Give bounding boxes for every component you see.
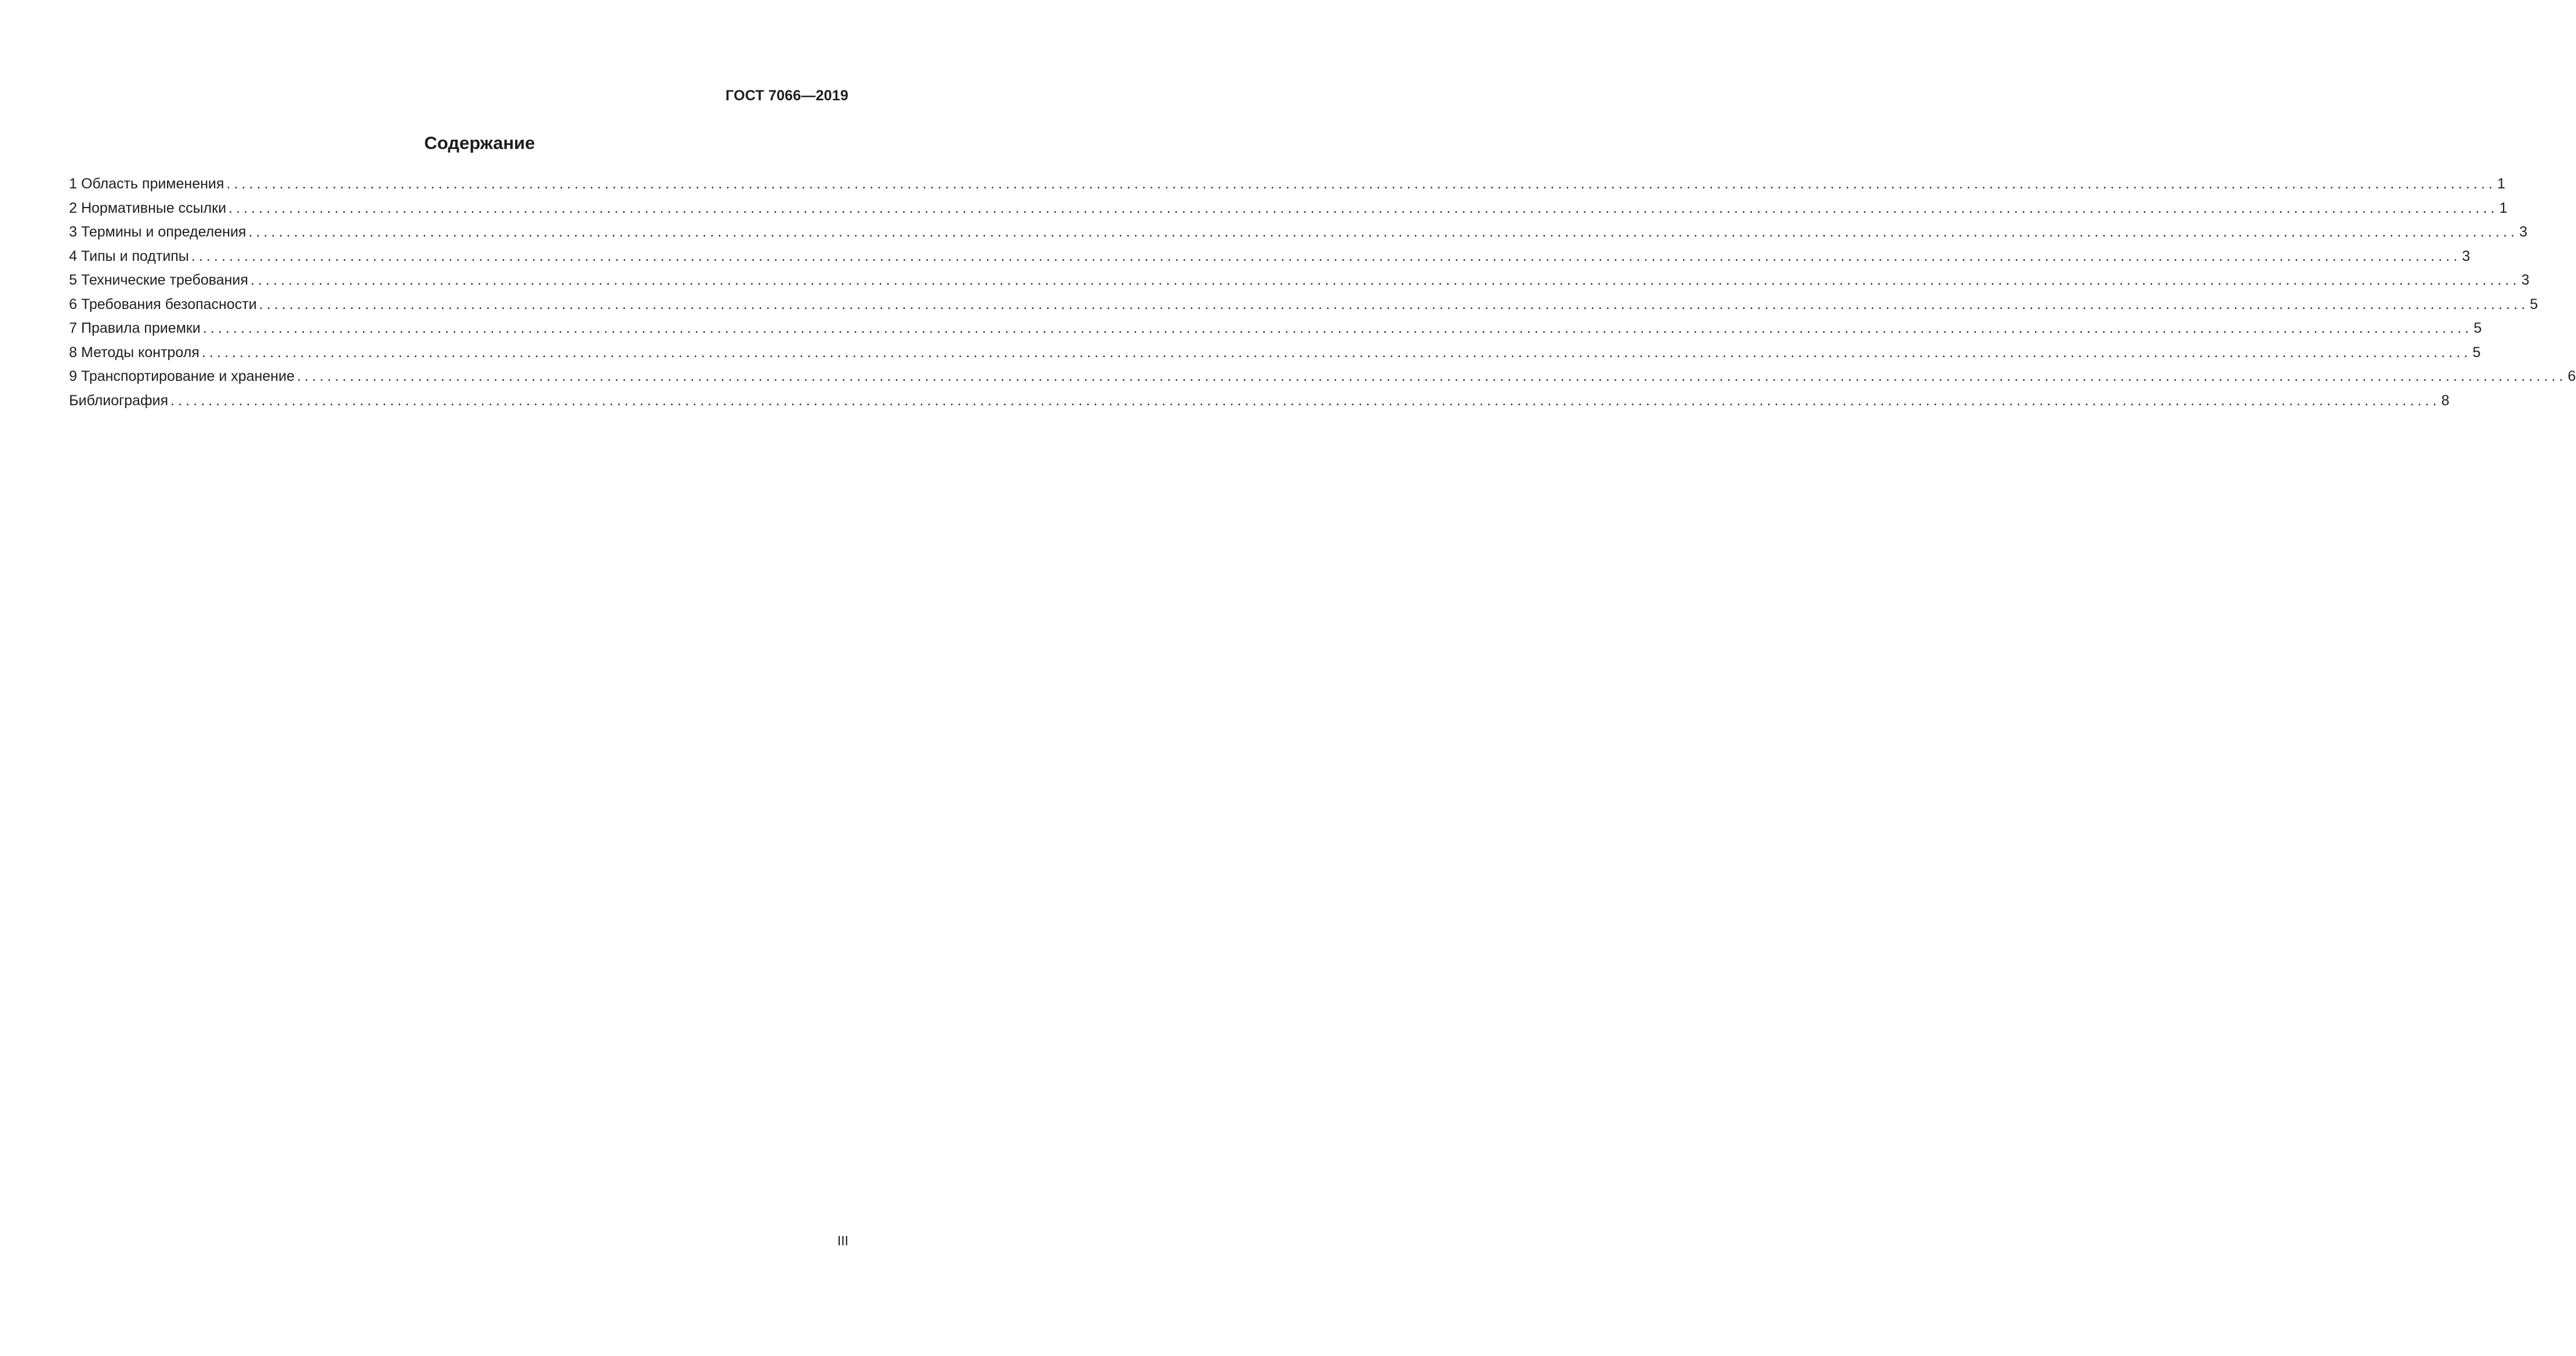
- toc-entry-5[interactable]: [69, 272, 2530, 296]
- toc-entry-page: 6: [2567, 368, 2576, 384]
- toc-title: Содержание: [424, 133, 535, 153]
- toc-entry-6[interactable]: [69, 296, 2538, 321]
- toc-entry-page: 1: [2499, 199, 2508, 216]
- toc-entry-label: 1 Область применения: [69, 176, 224, 192]
- toc-entry-label: 6 Требования безопасности: [69, 296, 257, 312]
- document-code: ГОСТ 7066—2019: [725, 88, 848, 104]
- toc-entry-label: 9 Транспортирование и хранение: [69, 368, 295, 384]
- toc-entry-page: 5: [2472, 344, 2481, 361]
- dot-leader: ............................................................................................................................................................................................................................................................................................................: [296, 368, 2567, 384]
- toc-entry-page: 5: [2530, 296, 2538, 312]
- toc-entry-bibliography[interactable]: [69, 392, 2450, 417]
- toc-entry-label: 7 Правила приемки: [69, 320, 201, 336]
- toc-entry-1[interactable]: [69, 176, 2506, 200]
- toc-entry-8[interactable]: [69, 344, 2481, 369]
- toc-entry-4[interactable]: [69, 248, 2470, 272]
- dot-leader: ............................................................................................................................................................................................................................................................................................................: [248, 224, 2519, 240]
- toc-entry-page: 3: [2462, 248, 2470, 264]
- toc-entry-page: 3: [2521, 272, 2530, 288]
- dot-leader: ............................................................................................................................................................................................................................................................................................................: [170, 392, 2440, 409]
- toc-entry-7[interactable]: [69, 320, 2482, 344]
- toc-entry-page: 5: [2473, 320, 2482, 336]
- toc-entry-page: 3: [2519, 224, 2528, 240]
- dot-leader: ............................................................................................................................................................................................................................................................................................................: [201, 344, 2472, 361]
- dot-leader: ............................................................................................................................................................................................................................................................................................................: [259, 296, 2529, 312]
- toc-entry-page: 1: [2497, 176, 2506, 192]
- toc-entry-label: 3 Термины и определения: [69, 224, 246, 240]
- dot-leader: ............................................................................................................................................................................................................................................................................................................: [191, 248, 2461, 264]
- toc-entry-2[interactable]: [69, 199, 2508, 224]
- dot-leader: ............................................................................................................................................................................................................................................................................................................: [250, 272, 2520, 288]
- dot-leader: ............................................................................................................................................................................................................................................................................................................: [226, 176, 2497, 192]
- toc-entry-label: 2 Нормативные ссылки: [69, 199, 227, 216]
- dot-leader: ............................................................................................................................................................................................................................................................................................................: [202, 320, 2473, 336]
- toc-entry-page: 8: [2441, 392, 2450, 409]
- page-number: III: [837, 1233, 848, 1248]
- toc-entry-label: Библиография: [69, 392, 169, 409]
- table-of-contents: [69, 176, 2576, 416]
- toc-entry-9[interactable]: [69, 368, 2576, 392]
- toc-entry-3[interactable]: [69, 224, 2528, 248]
- toc-entry-label: 5 Технические требования: [69, 272, 248, 288]
- dot-leader: ............................................................................................................................................................................................................................................................................................................: [228, 199, 2498, 216]
- toc-entry-label: 4 Типы и подтипы: [69, 248, 189, 264]
- toc-entry-label: 8 Методы контроля: [69, 344, 199, 361]
